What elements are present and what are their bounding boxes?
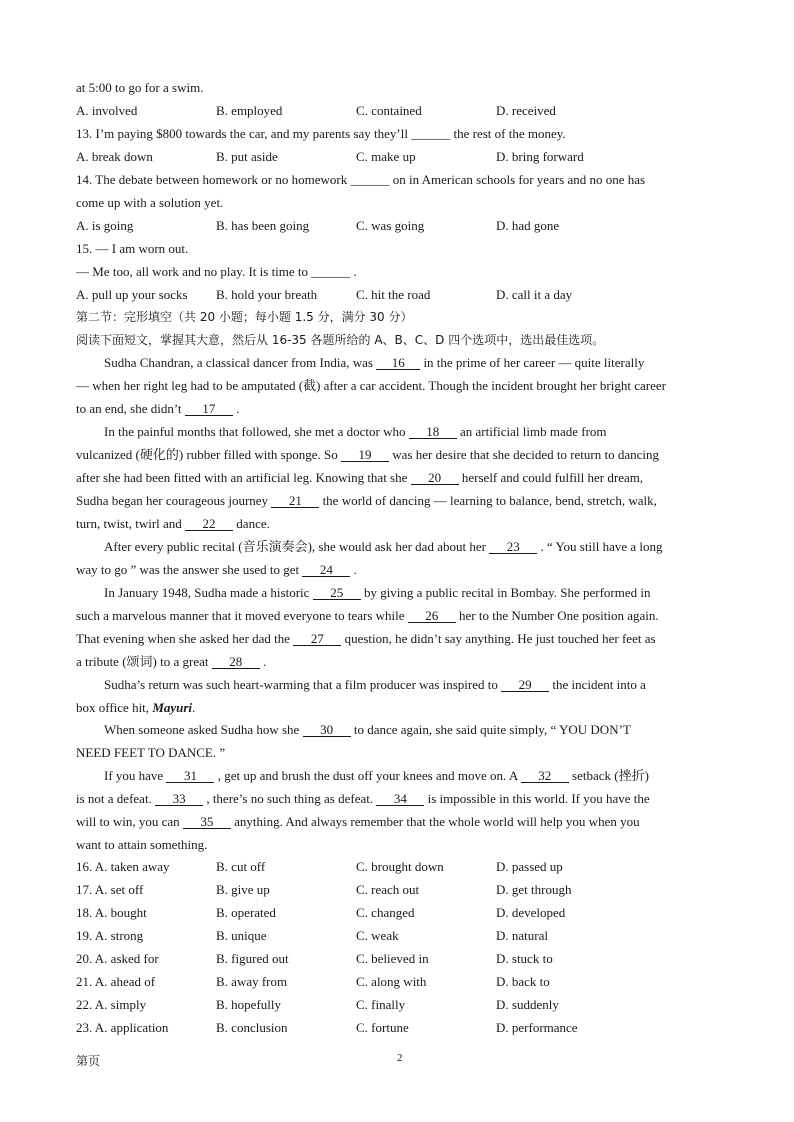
choice-q20-d: D. stuck to [496, 951, 553, 966]
choice-q19-d: D. natural [496, 928, 548, 943]
passage-p7-line1 [104, 768, 649, 784]
choice-q22-b: B. hopefully [216, 997, 281, 1012]
passage-p4-line4 [76, 654, 266, 670]
text: will to win, you can [76, 814, 180, 829]
text: after she had been fitted with an artificial leg. Knowing that she [76, 470, 408, 485]
choice-q17-d: D. get through [496, 882, 572, 897]
q15-line2-after: . [353, 264, 357, 279]
q15-option-c: C. hit the road [356, 287, 431, 302]
text: to an end, she didn’t [76, 401, 182, 416]
text: was her desire that she decided to return to dancing [392, 447, 660, 462]
passage-p2-line5 [76, 516, 270, 532]
passage-p4-line2 [76, 608, 659, 624]
text: a tribute (颂词) to a great [76, 654, 209, 669]
blank-28: 28 [212, 655, 260, 669]
choice-q19-a: 19. A. strong [76, 928, 144, 943]
passage-p2-line2 [76, 447, 659, 463]
text: vulcanized (硬化的) rubber filled with sponge. So [76, 447, 338, 462]
choice-q19-c: C. weak [356, 928, 399, 943]
q13-option-a: A. break down [76, 149, 153, 164]
text: her to the Number One position again. [459, 608, 659, 623]
q13-before: 13. I’m paying $800 towards the car, and my parents say they’ll [76, 126, 408, 141]
q14-option-d: D. had gone [496, 218, 560, 233]
q15-line2 [76, 264, 357, 280]
q13-option-d: D. bring forward [496, 149, 584, 164]
choice-q22-d: D. suddenly [496, 997, 559, 1012]
passage-p1-line1 [104, 355, 644, 371]
choice-q20-b: B. figured out [216, 951, 289, 966]
blank-22: 22 [185, 517, 233, 531]
blank-24: 24 [302, 563, 350, 577]
text: the incident into a [552, 677, 646, 692]
q12-option-d: D. received [496, 103, 556, 118]
passage-p2-line3 [76, 470, 643, 486]
text: , get up and brush the dust off your knees and move on. A [217, 768, 518, 783]
text: herself and could fulfill her dream, [461, 470, 644, 485]
text: Sudha began her courageous journey [76, 493, 269, 508]
text: turn, twist, twirl and [76, 516, 182, 531]
blank-27: 27 [293, 632, 341, 646]
q15-option-b: B. hold your breath [216, 287, 318, 302]
choice-q20-a: 20. A. asked for [76, 951, 159, 966]
passage-p1-line3 [76, 401, 239, 417]
text: is impossible in this world. If you have the [427, 791, 650, 806]
text: setback (挫折) [572, 768, 649, 783]
choice-q16-d: D. passed up [496, 859, 563, 874]
choice-q23-d: D. performance [496, 1020, 578, 1035]
choice-q18-c: C. changed [356, 905, 415, 920]
passage-p4-line1 [104, 585, 650, 601]
choice-q20-c: C. believed in [356, 951, 429, 966]
passage-p1-line2: — when her right leg had to be amputated (截) after a car accident. Though the incident brought her bright career [76, 378, 666, 393]
passage-p7-line2 [76, 791, 650, 807]
text: . [262, 654, 267, 669]
text: Sudha’s return was such heart-warming that a film producer was inspired to [104, 677, 498, 692]
choice-q18-d: D. developed [496, 905, 566, 920]
choice-q23-b: B. conclusion [216, 1020, 288, 1035]
choice-q22-a: 22. A. simply [76, 997, 147, 1012]
choice-q18-a: 18. A. bought [76, 905, 147, 920]
q12-option-c: C. contained [356, 103, 422, 118]
text: is not a defeat. [76, 791, 152, 806]
passage-p3-line2 [76, 562, 357, 578]
q14-after: on in American schools for years and no one has [392, 172, 646, 187]
choice-q17-c: C. reach out [356, 882, 420, 897]
section-heading: 第二节：完形填空（共 20 小题；每小题 1.5 分，满分 30 分） [76, 310, 413, 324]
blank-19: 19 [341, 448, 389, 462]
choice-q23-a: 23. A. application [76, 1020, 169, 1035]
choice-q16-c: C. brought down [356, 859, 444, 874]
choice-q21-c: C. along with [356, 974, 427, 989]
q14-blank: ______ [350, 172, 390, 187]
q13-after: the rest of the money. [453, 126, 566, 141]
choice-q21-a: 21. A. ahead of [76, 974, 156, 989]
q13-option-b: B. put aside [216, 149, 278, 164]
text: the world of dancing — learning to balance, bend, stretch, walk, [322, 493, 657, 508]
q14-stem-line2: come up with a solution yet. [76, 195, 224, 210]
blank-18: 18 [409, 425, 457, 439]
passage-p5-line1 [104, 677, 646, 693]
blank-29: 29 [501, 678, 549, 692]
text: , there’s no such thing as defeat. [206, 791, 374, 806]
blank-25: 25 [313, 586, 361, 600]
text: anything. And always remember that the whole world will help you when you [234, 814, 640, 829]
blank-34: 34 [376, 792, 424, 806]
text: . [236, 401, 240, 416]
choice-q16-a: 16. A. taken away [76, 859, 170, 874]
blank-23: 23 [489, 540, 537, 554]
text: box office hit, [76, 700, 150, 715]
passage-p5-line2 [76, 700, 195, 716]
blank-35: 35 [183, 815, 231, 829]
text: way to go ” was the answer she used to get [76, 562, 300, 577]
q14-option-a: A. is going [76, 218, 134, 233]
q14-option-b: B. has been going [216, 218, 310, 233]
q14-before: 14. The debate between homework or no homework [76, 172, 348, 187]
choice-q21-d: D. back to [496, 974, 550, 989]
text: After every public recital (音乐演奏会), she would ask her dad about her [104, 539, 486, 554]
text: . [192, 700, 196, 715]
blank-21: 21 [271, 494, 319, 508]
q13-blank: ______ [411, 126, 451, 141]
text: . [353, 562, 357, 577]
text: an artificial limb made from [459, 424, 607, 439]
text: in the prime of her career — quite literally [423, 355, 645, 370]
choice-q23-c: C. fortune [356, 1020, 409, 1035]
blank-26: 26 [408, 609, 456, 623]
blank-30: 30 [303, 723, 351, 737]
passage-p6-line2: NEED FEET TO DANCE. ” [76, 745, 226, 760]
passage-p7-line4: want to attain something. [76, 837, 208, 852]
q15-line2-before: — Me too, all work and no play. It is time to [76, 264, 309, 279]
passage-p4-line3 [76, 631, 656, 647]
q12-option-a: A. involved [76, 103, 138, 118]
text: If you have [104, 768, 164, 783]
q12-option-b: B. employed [216, 103, 283, 118]
blank-16: 16 [376, 356, 420, 370]
text: Sudha Chandran, a classical dancer from India, was [104, 355, 373, 370]
passage-p6-line1 [104, 722, 631, 738]
text: . “ You still have a long [540, 539, 663, 554]
choice-q17-b: B. give up [216, 882, 270, 897]
q15-line1: 15. — I am worn out. [76, 241, 189, 256]
text: by giving a public recital in Bombay. She performed in [363, 585, 651, 600]
section-instruction: 阅读下面短文，掌握其大意，然后从 16-35 各题所给的 A、B、C、D 四个选项中，选出最佳选项。 [76, 333, 605, 347]
passage-p2-line4 [76, 493, 657, 509]
choice-q22-c: C. finally [356, 997, 406, 1012]
choice-q21-b: B. away from [216, 974, 288, 989]
text: such a marvelous manner that it moved everyone to tears while [76, 608, 405, 623]
passage-p3-line1 [104, 539, 663, 555]
choice-q19-b: B. unique [216, 928, 267, 943]
text: That evening when she asked her dad the [76, 631, 291, 646]
choice-q16-b: B. cut off [216, 859, 266, 874]
q15-option-d: D. call it a day [496, 287, 573, 302]
q15-option-a: A. pull up your socks [76, 287, 188, 302]
choice-q17-a: 17. A. set off [76, 882, 144, 897]
footer-label: 第页 [76, 1054, 101, 1068]
text: dance. [236, 516, 270, 531]
q15-blank: ______ [311, 264, 351, 279]
q13-stem [76, 126, 566, 142]
blank-31: 31 [166, 769, 214, 783]
text: In January 1948, Sudha made a historic [104, 585, 310, 600]
passage-p2-line1 [104, 424, 607, 440]
text: to dance again, she said quite simply, “ YOU DON’T [353, 722, 631, 737]
blank-17: 17 [185, 402, 233, 416]
passage-p7-line3 [76, 814, 640, 830]
blank-32: 32 [521, 769, 569, 783]
q14-option-c: C. was going [356, 218, 425, 233]
choice-q18-b: B. operated [216, 905, 276, 920]
blank-33: 33 [155, 792, 203, 806]
film-title: Mayuri [152, 700, 193, 715]
text: When someone asked Sudha how she [104, 722, 300, 737]
blank-20: 20 [411, 471, 459, 485]
text: In the painful months that followed, she met a doctor who [104, 424, 406, 439]
q13-option-c: C. make up [356, 149, 416, 164]
q14-stem [76, 172, 645, 188]
page-number: 2 [397, 1052, 403, 1064]
q12-tail: at 5:00 to go for a swim. [76, 80, 204, 95]
text: question, he didn’t say anything. He just touched her feet as [344, 631, 656, 646]
